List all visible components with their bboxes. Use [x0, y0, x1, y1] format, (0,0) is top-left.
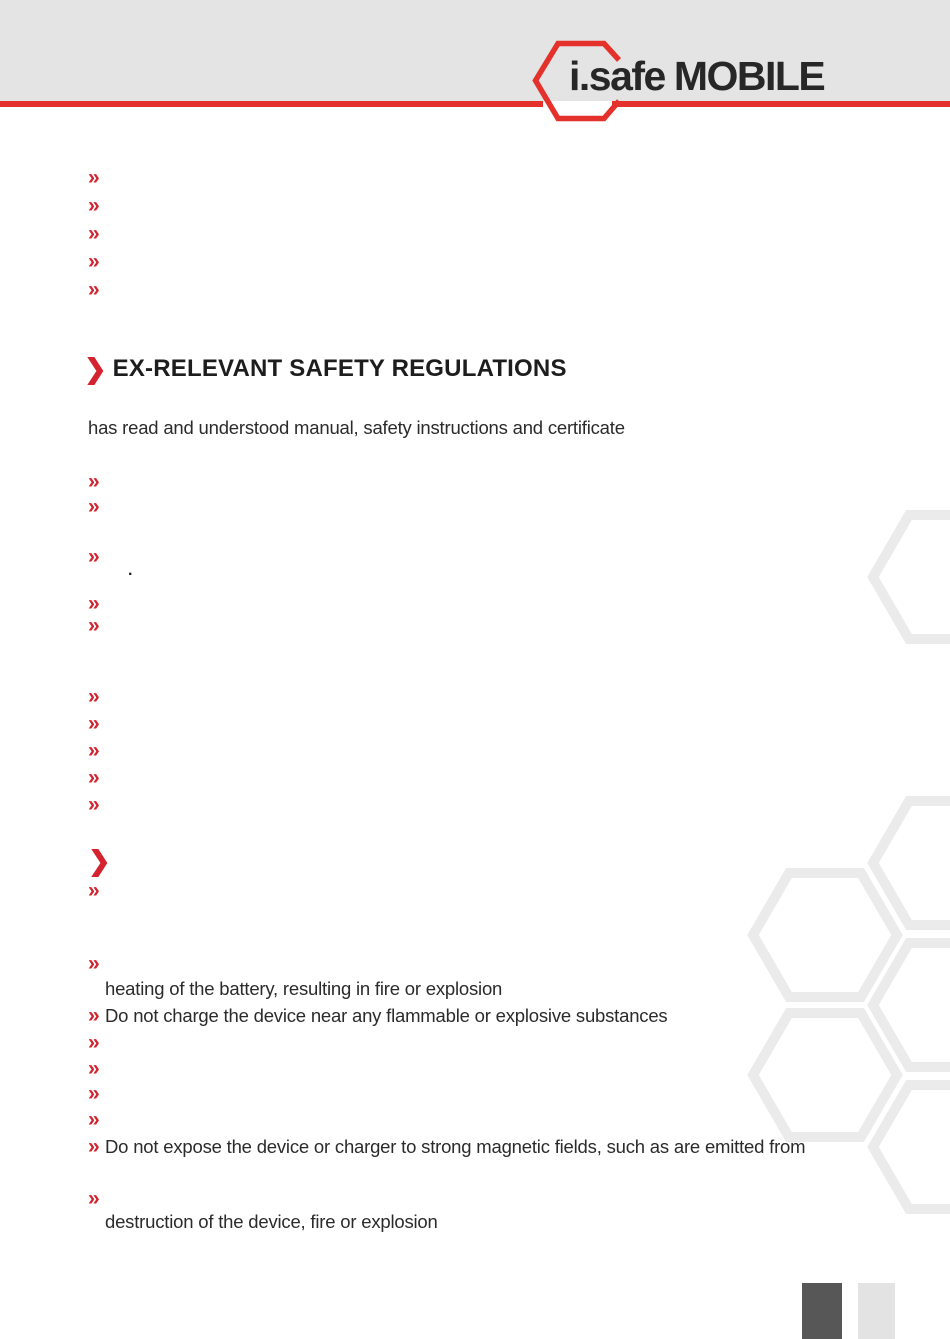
do-not-charge-text: Do not charge the device near any flammable or explosive substances: [105, 1005, 668, 1026]
double-chevron-bullet-icon: »: [88, 1031, 100, 1054]
intro-paragraph: [88, 414, 625, 441]
double-chevron-bullet-icon: »: [88, 545, 100, 568]
double-chevron-bullet-icon: »: [88, 1187, 100, 1210]
list-item-continuation: [105, 975, 502, 1002]
logo-text-mobile: MOBILE: [673, 53, 825, 99]
chevron-icon: ❯: [88, 846, 111, 876]
header-rule-right: [612, 101, 950, 107]
bullet-item: [88, 683, 105, 710]
bullet-item: [88, 248, 105, 275]
bullet-item: [88, 468, 105, 495]
intro-text: has read and understood manual, safety instructions and certificate: [88, 417, 625, 438]
double-chevron-bullet-icon: »: [88, 495, 100, 518]
bullet-item: [88, 764, 105, 791]
bullet-item: [88, 1133, 805, 1160]
logo-wordmark: [569, 54, 824, 98]
double-chevron-bullet-icon: »: [88, 222, 100, 245]
double-chevron-bullet-icon: »: [88, 592, 100, 615]
section-heading: [84, 352, 567, 386]
subsection-marker: [88, 846, 111, 876]
double-chevron-bullet-icon: »: [88, 250, 100, 273]
double-chevron-bullet-icon: »: [88, 952, 100, 975]
footer-square-light: [858, 1283, 895, 1339]
double-chevron-bullet-icon: »: [88, 712, 100, 735]
bullet-item: [88, 737, 105, 764]
bullet-item: [88, 276, 105, 303]
list-item-continuation: [105, 1208, 438, 1235]
heating-text: heating of the battery, resulting in fire or explosion: [105, 978, 503, 999]
double-chevron-bullet-icon: »: [88, 766, 100, 789]
double-chevron-bullet-icon: »: [88, 1082, 100, 1105]
bullet-item: [88, 1185, 105, 1212]
double-chevron-bullet-icon: »: [88, 1057, 100, 1080]
bullet-item: [88, 220, 105, 247]
double-chevron-bullet-icon: »: [88, 1004, 100, 1027]
double-chevron-bullet-icon: »: [88, 194, 100, 217]
bullet-item: [88, 1080, 105, 1107]
bullet-item: [88, 710, 105, 737]
bullet-item: [88, 1055, 105, 1082]
double-chevron-bullet-icon: »: [88, 614, 100, 637]
bullet-item: [88, 493, 105, 520]
double-chevron-bullet-icon: »: [88, 685, 100, 708]
bullet-item: [88, 877, 105, 904]
bullet-item: [88, 791, 105, 818]
stray-period: .: [128, 562, 133, 579]
chevron-icon: ❯: [84, 354, 107, 384]
logo-text-isafe: i.safe: [569, 53, 665, 99]
double-chevron-bullet-icon: »: [88, 1108, 100, 1131]
double-chevron-bullet-icon: »: [88, 470, 100, 493]
double-chevron-bullet-icon: »: [88, 793, 100, 816]
bullet-item: [88, 1002, 667, 1029]
section-heading-title: EX-RELEVANT SAFETY REGULATIONS: [112, 355, 567, 382]
double-chevron-bullet-icon: »: [88, 739, 100, 762]
double-chevron-bullet-icon: »: [88, 166, 100, 189]
header-rule-left: [0, 101, 543, 107]
bullet-item: [88, 164, 105, 191]
hexagon-watermark-pattern: [700, 450, 950, 1250]
bullet-item: [88, 1029, 105, 1056]
bullet-item: [88, 192, 105, 219]
double-chevron-bullet-icon: »: [88, 1135, 100, 1158]
bullet-item: [88, 612, 105, 639]
do-not-expose-text: Do not expose the device or charger to strong magnetic fields, such as are emitted from: [105, 1136, 806, 1157]
double-chevron-bullet-icon: »: [88, 879, 100, 902]
bullet-item: [88, 950, 105, 977]
bullet-item: [88, 1106, 105, 1133]
bullet-item: [88, 543, 105, 570]
destruction-text: destruction of the device, fire or explosion: [105, 1211, 438, 1232]
footer-square-dark: [802, 1283, 842, 1339]
double-chevron-bullet-icon: »: [88, 278, 100, 301]
